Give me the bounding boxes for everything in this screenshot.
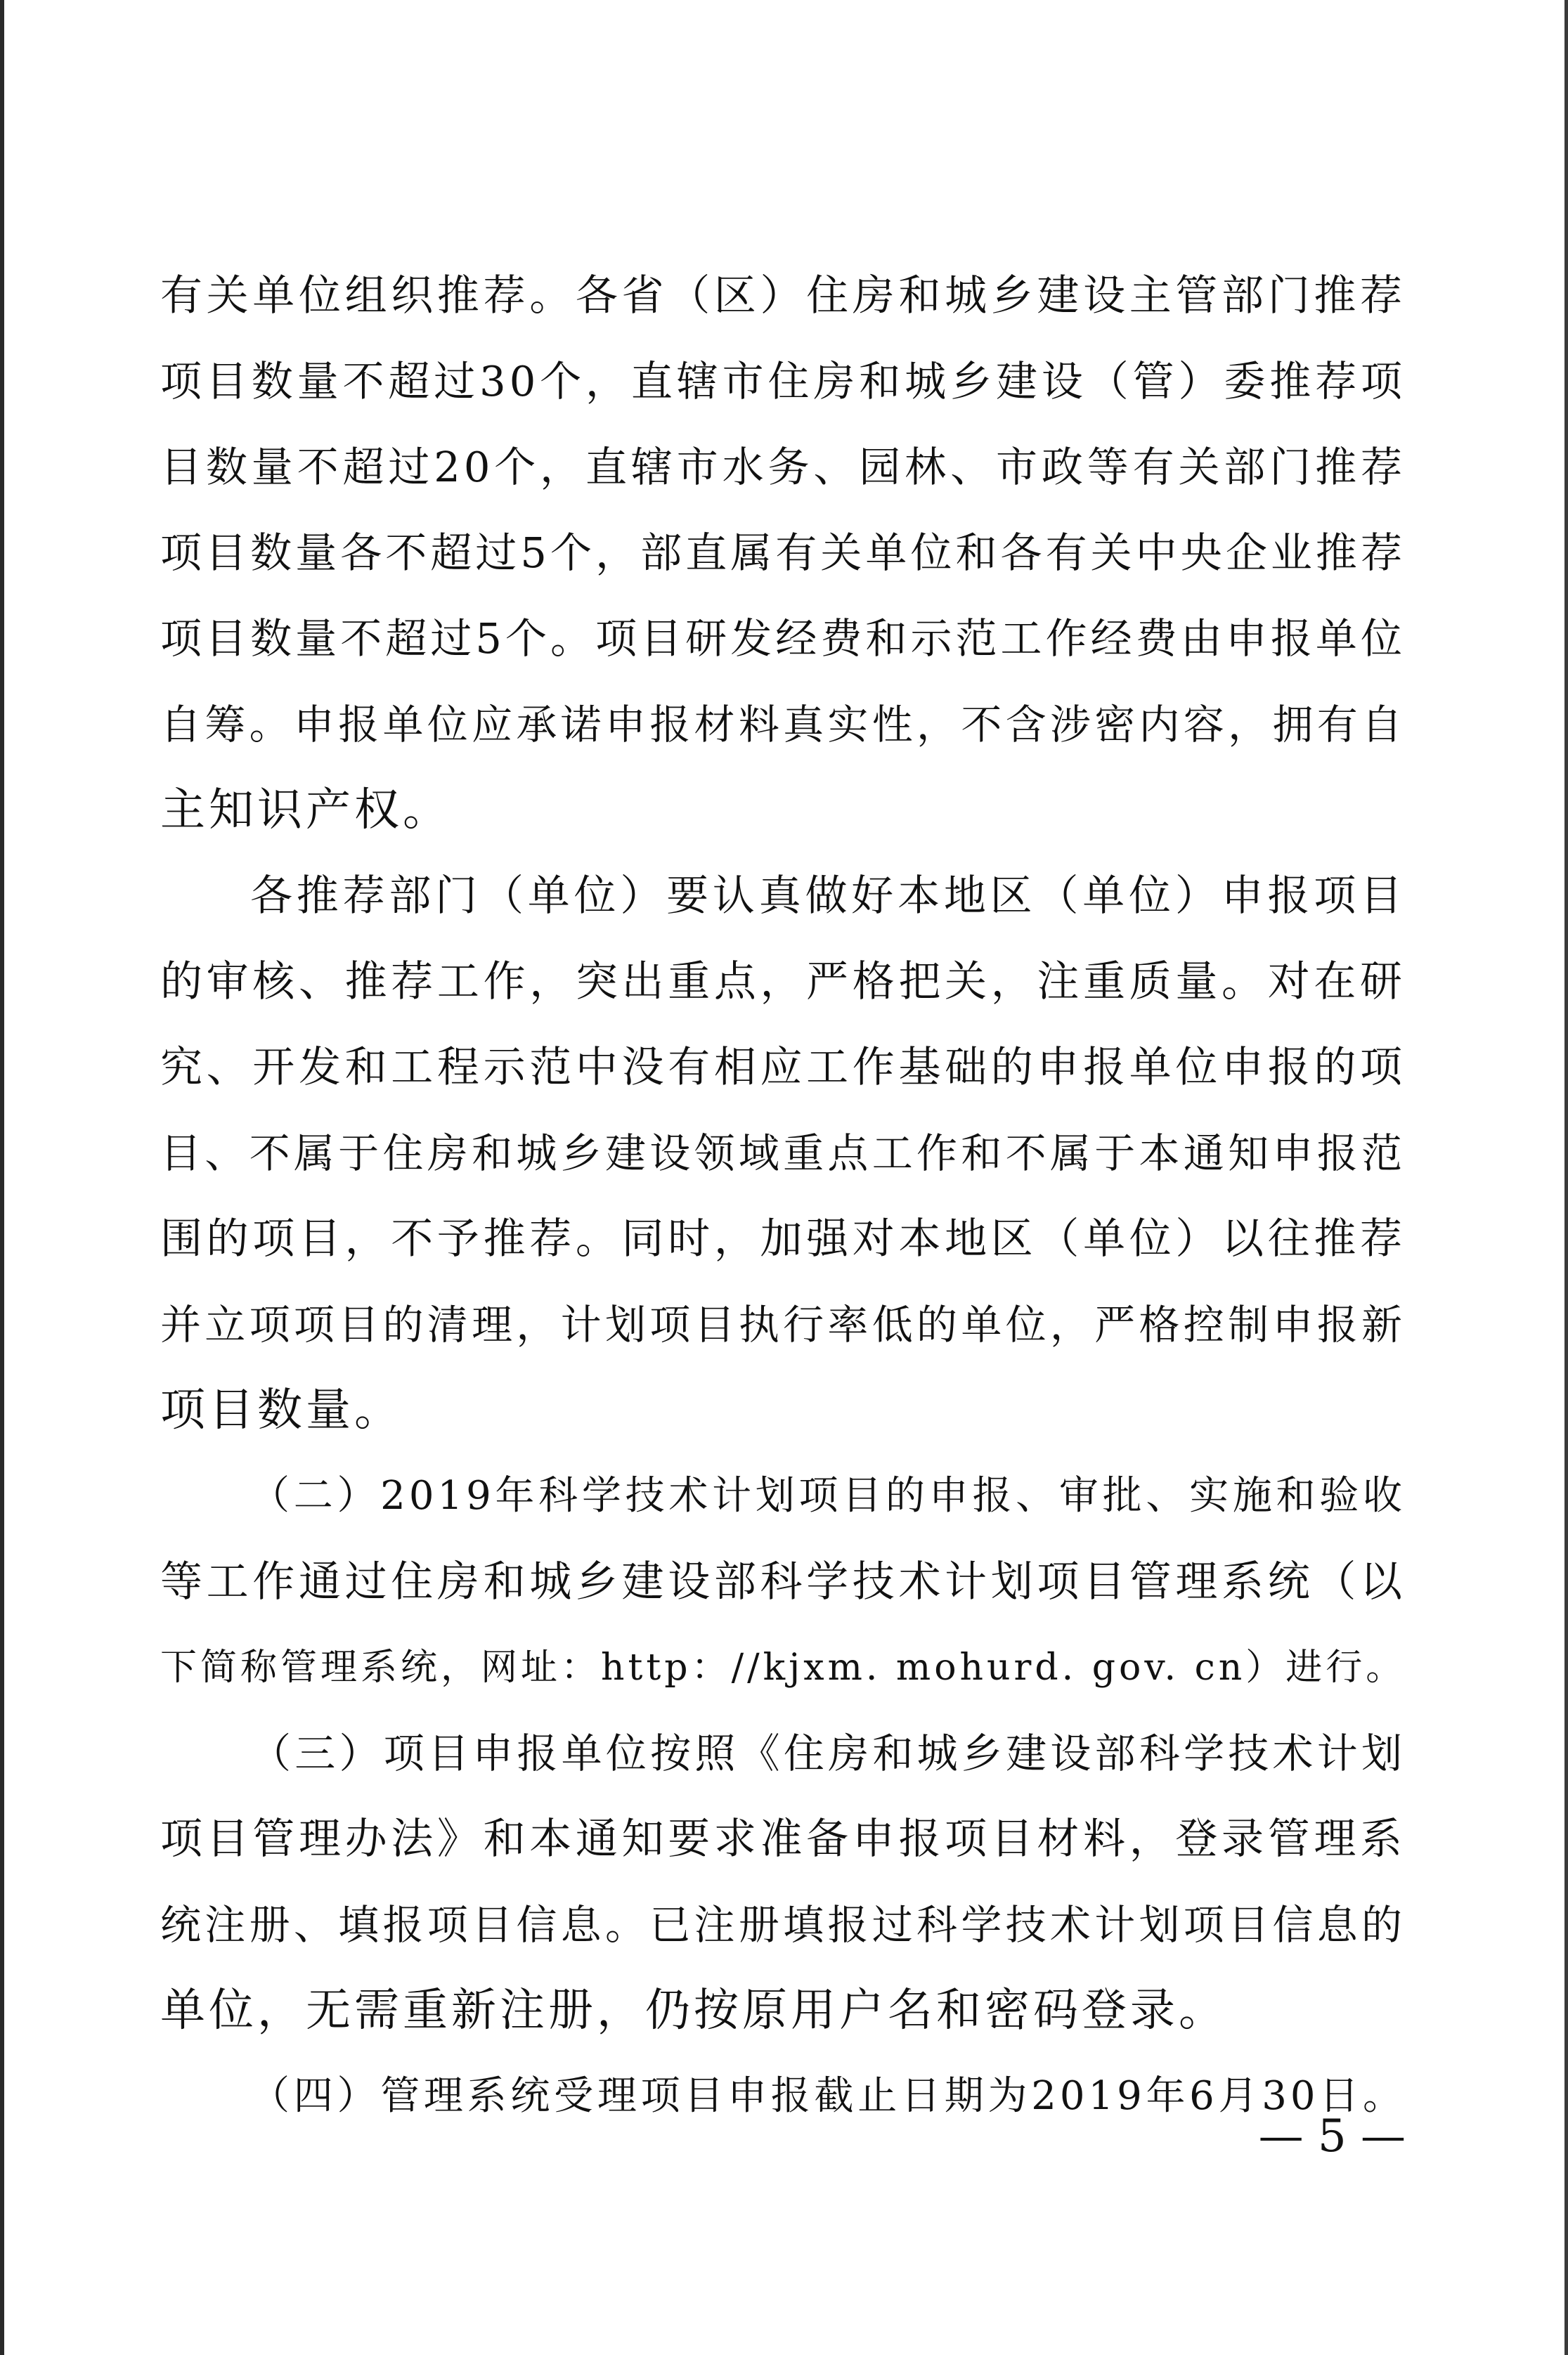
text-line: 并立项项目的清理，计划项目执行率低的单位，严格控制申报新 — [160, 1301, 1406, 1349]
text-line: 单位，无需重新注册，仍按原用户名和密码登录。 — [160, 1985, 1227, 2037]
text-line: 的审核、推荐工作，突出重点，严格把关，注重质量。对在研 — [160, 957, 1406, 1006]
text-line: （二）2019年科学技术计划项目的申报、审批、实施和验收 — [250, 1473, 1406, 1519]
text-line: 各推荐部门（单位）要认真做好本地区（单位）申报项目 — [250, 871, 1406, 921]
page-number: — 5 — — [1258, 2110, 1406, 2162]
text-line: 项目管理办法》和本通知要求准备申报项目材料，登录管理系 — [160, 1815, 1406, 1864]
body-text — [160, 253, 1406, 2139]
text-line: （四）管理系统受理项目申报截止日期为2019年6月30日。 — [250, 2073, 1406, 2119]
text-line: 项目数量。 — [160, 1384, 403, 1436]
text-line: 下简称管理系统，网址：http：//kjxm. mohurd. gov. cn）进行。 — [160, 1647, 1406, 1689]
text-line: 项目数量各不超过5个，部直属有关单位和各有关中央企业推荐 — [160, 528, 1406, 577]
scan-edge-right — [1564, 0, 1568, 2355]
text-line: 有关单位组织推荐。各省（区）住房和城乡建设主管部门推荐 — [160, 271, 1406, 320]
text-line: 自筹。申报单位应承诺申报材料真实性，不含涉密内容，拥有自 — [160, 701, 1406, 748]
text-line: 目、不属于住房和城乡建设领域重点工作和不属于本通知申报范 — [160, 1129, 1406, 1177]
text-line: 等工作通过住房和城乡建设部科学技术计划项目管理系统（以 — [160, 1557, 1406, 1607]
text-line: 项目数量不超过5个。项目研发经费和示范工作经费由申报单位 — [160, 614, 1406, 663]
text-line: 围的项目，不予推荐。同时，加强对本地区（单位）以往推荐 — [160, 1214, 1406, 1264]
text-line: 项目数量不超过30个，直辖市住房和城乡建设（管）委推荐项 — [160, 357, 1406, 406]
scan-edge-left — [0, 0, 4, 2355]
text-line: （三）项目申报单位按照《住房和城乡建设部科学技术计划 — [250, 1730, 1406, 1777]
text-line: 目数量不超过20个，直辖市水务、园林、市政等有关部门推荐 — [160, 443, 1406, 491]
text-line: 统注册、填报项目信息。已注册填报过科学技术计划项目信息的 — [160, 1901, 1406, 1949]
text-line: 究、开发和工程示范中没有相应工作基础的申报单位申报的项 — [160, 1043, 1406, 1092]
text-line: 主知识产权。 — [160, 784, 451, 836]
